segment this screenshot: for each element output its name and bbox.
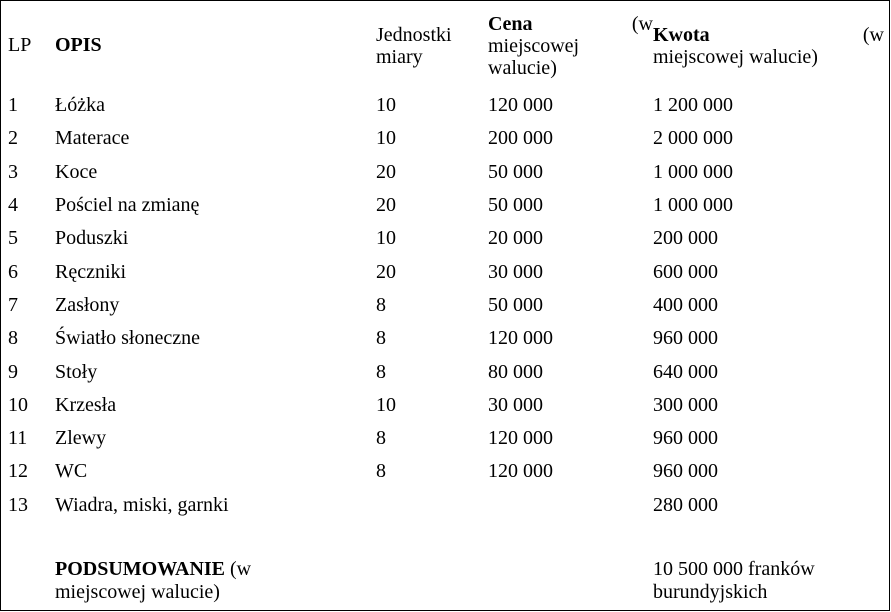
header-opis: OPIS: [55, 34, 102, 56]
row-lp: 12: [8, 460, 28, 483]
row-price: 30 000: [488, 260, 543, 283]
header-amount-line1: [653, 24, 884, 46]
header-lp: LP: [8, 34, 32, 56]
summary-total-line2: burundyjskich: [653, 580, 768, 603]
row-units: 20: [376, 260, 396, 283]
table-row: [8, 389, 884, 422]
row-units: 10: [376, 94, 396, 117]
table-row: [8, 422, 884, 455]
row-units: 8: [376, 460, 386, 483]
table-row: [8, 222, 884, 255]
row-amount: 960 000: [653, 327, 718, 350]
row-amount: 600 000: [653, 260, 718, 283]
row-price: 120 000: [488, 460, 553, 483]
row-description: Koce: [55, 160, 98, 183]
table-row: [8, 255, 884, 288]
row-amount: 200 000: [653, 227, 718, 250]
header-price-w: (w: [631, 12, 653, 35]
header-price: [488, 2, 653, 89]
row-amount: 300 000: [653, 393, 718, 416]
row-lp: 13: [8, 493, 28, 516]
summary-total: [653, 522, 884, 604]
row-units: 10: [376, 227, 396, 250]
header-price-bold: Cena: [488, 12, 533, 35]
row-description: Pościel na zmianę: [55, 194, 200, 217]
table-row: [8, 455, 884, 488]
row-description: Wiadra, miski, garnki: [55, 493, 229, 516]
row-price: 50 000: [488, 293, 543, 316]
row-units: 10: [376, 393, 396, 416]
row-price: 50 000: [488, 160, 543, 183]
row-units: 20: [376, 194, 396, 217]
cost-table: [8, 2, 884, 604]
row-amount: 400 000: [653, 293, 718, 316]
row-price: 30 000: [488, 393, 543, 416]
summary-label-line1: [55, 558, 653, 581]
summary-label-bold: PODSUMOWANIE: [55, 557, 226, 580]
summary-row: [8, 522, 884, 604]
row-units: 8: [376, 360, 386, 383]
row-units: 20: [376, 160, 396, 183]
summary-label-line2: miejscowej walucie): [55, 580, 220, 603]
row-lp: 5: [8, 227, 18, 250]
row-lp: 9: [8, 360, 18, 383]
table-row: [8, 89, 884, 122]
row-description: Ręczniki: [55, 260, 127, 283]
row-description: Zasłony: [55, 293, 120, 316]
header-amount: [653, 2, 884, 89]
row-amount: 2 000 000: [653, 127, 733, 150]
row-amount: 280 000: [653, 493, 718, 516]
table-row: [8, 489, 884, 522]
summary-label: [55, 522, 653, 604]
row-lp: 6: [8, 260, 18, 283]
row-units: [376, 489, 488, 522]
row-lp: 2: [8, 127, 18, 150]
row-description: Światło słoneczne: [55, 327, 200, 350]
row-amount: 1 200 000: [653, 94, 733, 117]
row-amount: 960 000: [653, 427, 718, 450]
header-units-line2: miary: [376, 45, 423, 68]
table-row: [8, 289, 884, 322]
row-amount: 1 000 000: [653, 160, 733, 183]
row-lp: 11: [8, 427, 28, 450]
row-description: Poduszki: [55, 227, 129, 250]
row-price: 120 000: [488, 94, 553, 117]
row-description: WC: [55, 460, 88, 483]
row-price: 20 000: [488, 227, 543, 250]
header-units: [376, 2, 488, 89]
header-units-line1: Jednostki: [376, 23, 452, 46]
row-units: 8: [376, 327, 386, 350]
row-description: Stoły: [55, 360, 98, 383]
row-units: 8: [376, 427, 386, 450]
row-amount: 1 000 000: [653, 194, 733, 217]
row-description: Zlewy: [55, 427, 107, 450]
summary-total-line1: 10 500 000 franków: [653, 557, 815, 580]
header-row: [8, 2, 884, 89]
header-price-line3: walucie): [488, 56, 557, 79]
row-lp: 1: [8, 94, 18, 117]
table-row: [8, 189, 884, 222]
row-amount: 960 000: [653, 460, 718, 483]
row-description: Materace: [55, 127, 130, 150]
row-price: 200 000: [488, 127, 553, 150]
row-description: Krzesła: [55, 393, 117, 416]
header-amount-w: (w: [862, 23, 884, 46]
row-amount: 640 000: [653, 360, 718, 383]
row-lp: 8: [8, 327, 18, 350]
header-amount-line2: miejscowej walucie): [653, 45, 818, 68]
row-price: 120 000: [488, 427, 553, 450]
summary-label-rest: (w: [225, 557, 252, 580]
row-lp: 4: [8, 194, 18, 217]
row-price: 80 000: [488, 360, 543, 383]
row-units: 10: [376, 127, 396, 150]
table-row: [8, 322, 884, 355]
table-row: [8, 156, 884, 189]
row-lp: 7: [8, 293, 18, 316]
row-description: Łóżka: [55, 94, 105, 117]
row-units: 8: [376, 293, 386, 316]
row-lp: 3: [8, 160, 18, 183]
row-price: 50 000: [488, 194, 543, 217]
table-row: [8, 122, 884, 155]
header-price-line1: [488, 13, 653, 35]
row-lp: 10: [8, 393, 28, 416]
summary-lp: [8, 522, 55, 604]
header-price-line2: miejscowej: [488, 34, 580, 57]
header-amount-bold: Kwota: [653, 23, 710, 46]
row-price: 120 000: [488, 327, 553, 350]
table-row: [8, 355, 884, 388]
row-price: [488, 489, 653, 522]
